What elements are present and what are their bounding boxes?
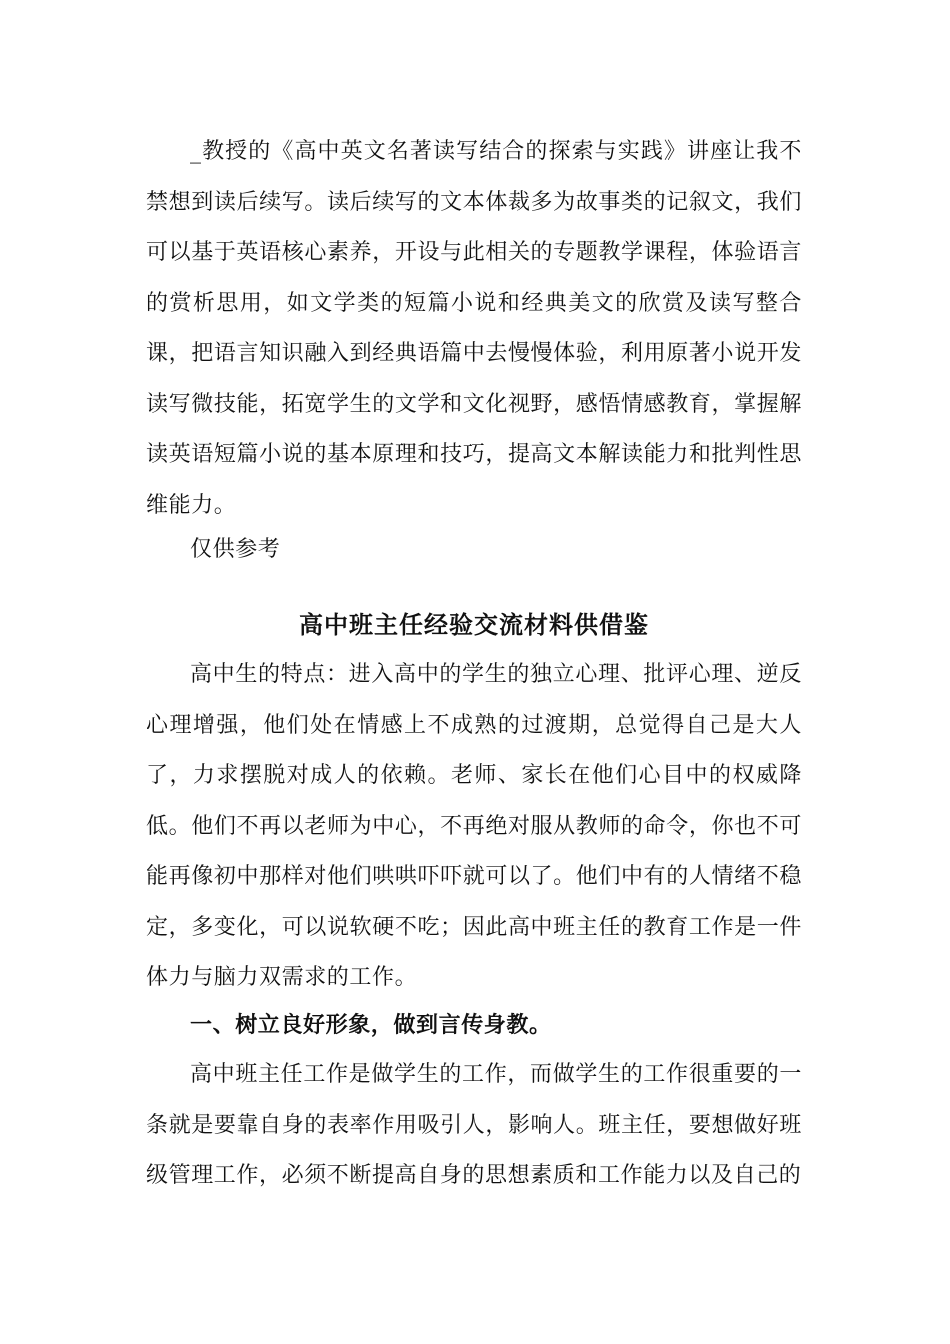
paragraph-role-model: 高中班主任工作是做学生的工作，而做学生的工作很重要的一条就是要靠自身的表率作用吸引人，影响人。班主任，要想做好班级管理工作，必须不断提高自身的思想素质和工作能力以及自己的 xyxy=(146,1062,802,1188)
section-heading-1: 一、树立良好形象，做到言传身教。 xyxy=(190,1012,552,1038)
paragraph-lecture-reflection: _教授的《高中英文名著读写结合的探索与实践》讲座让我不禁想到读后续写。读后续写的文本体裁多为故事类的记叙文，我们可以基于英语核心素养，开设与此相关的专题教学课程，体验语言的赏析思用，如文学类的短篇小说和经典美文的欣赏及读写整合课，把语言知识融入到经典语篇中去慢慢体验，利用原著小说开发读写微技能，拓宽学生的文学和文化视野，感悟情感教育，掌握解读英语短篇小说的基本原理和技巧，提高文本解读能力和批判性思维能力。 xyxy=(146,139,802,518)
document-title: 高中班主任经验交流材料供借鉴 xyxy=(299,610,649,639)
reference-note: 仅供参考 xyxy=(190,537,281,562)
paragraph-student-characteristics: 高中生的特点：进入高中的学生的独立心理、批评心理、逆反心理增强，他们处在情感上不成熟的过渡期，总觉得自己是大人了，力求摆脱对成人的依赖。老师、家长在他们心目中的权威降低。他们不再以老师为中心，不再绝对服从教师的命令，你也不可能再像初中那样对他们哄哄吓吓就可以了。他们中有的人情绪不稳定，多变化，可以说软硬不吃；因此高中班主任的教育工作是一件体力与脑力双需求的工作。 xyxy=(146,662,802,990)
